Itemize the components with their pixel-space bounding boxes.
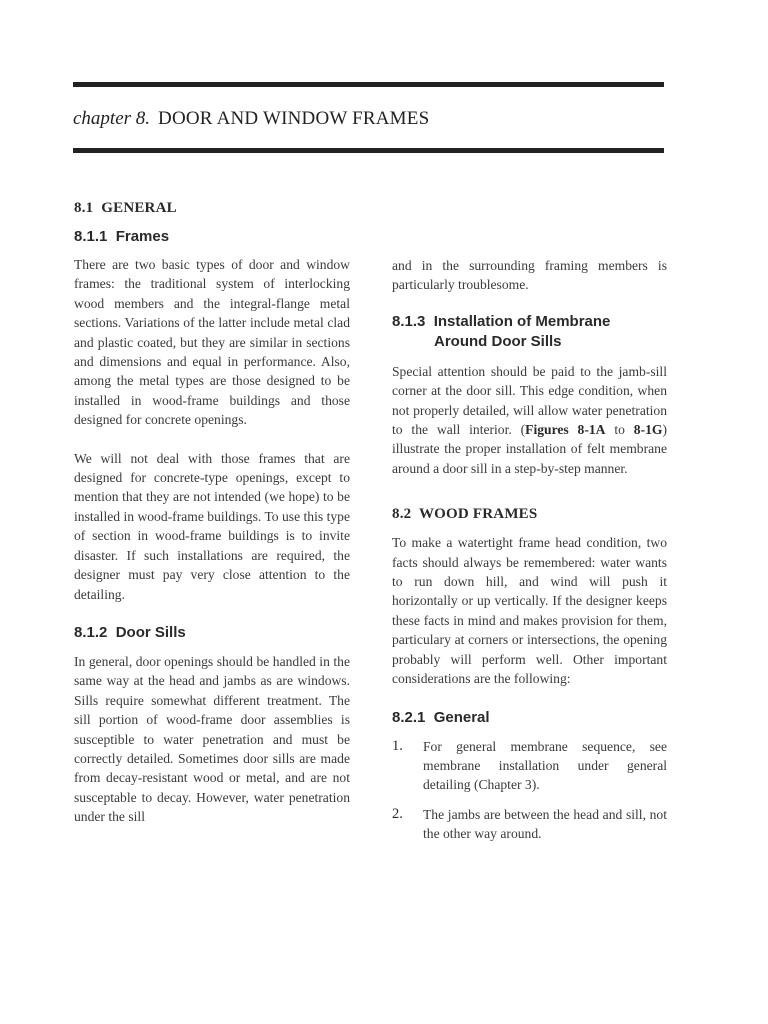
list-item-number: 2. (392, 805, 403, 822)
top-rule (73, 82, 664, 87)
membrane-paragraph (392, 362, 667, 478)
section-8-1-2-heading: 8.1.2 Door Sills (74, 623, 186, 641)
bottom-rule (73, 148, 664, 153)
figure-ref-8-1g: 8-1G (633, 422, 663, 438)
membrane-text-a: Special attention should be paid to the jamb-sill corner at the door sill. This edge condition, when not properly detailed, will allow water penetration to the wall interior. ( (392, 363, 667, 438)
section-8-1-1-heading: 8.1.1 Frames (74, 228, 170, 245)
section-8-2-1-heading: 8.2.1 General (392, 708, 490, 726)
figure-ref-8-1a: Figures 8-1A (525, 422, 606, 438)
frames-paragraph-1: There are two basic types of door and window frames: the traditional system of interlocking wood members and the integral-flange metal sections. Variations of the latter include metal clad and plastic coated, but they are similar in sections and dimensions and equal in performance. Also, among the metal types are those designed to be installed in wood-frame buildings and those designed for concrete openings. (74, 257, 350, 428)
list-item-number: 1. (392, 737, 403, 754)
list-item-text: For general membrane sequence, see membrane installation under general detailing (Chapter 3). (423, 738, 667, 793)
general-list (392, 737, 667, 844)
right-column (392, 256, 667, 844)
chapter-title: DOOR AND WINDOW FRAMES (158, 108, 430, 129)
section-8-1-heading: 8.1 GENERAL (74, 200, 177, 216)
left-column (74, 198, 350, 827)
list-item (392, 805, 667, 844)
chapter-heading (73, 108, 429, 130)
list-item (392, 737, 667, 795)
wood-frames-paragraph: To make a watertight frame head condition, two facts should always be remembered: water wants to run down hill, and wind will push it horizontally or up vertically. If the designer keeps these facts in mind and makes provision for them, particulary at corners or intersections, the opening probably will perform well. Other important considerations are the following: (392, 535, 667, 687)
door-sills-paragraph-continued: and in the surrounding framing members is particularly troublesome. (392, 258, 667, 293)
section-8-1-3-heading (392, 312, 667, 352)
membrane-text-to: to (605, 422, 634, 438)
frames-paragraph-2: We will not deal with those frames that are designed for concrete-type openings, except to mention that they are not intended (we hope) to be installed in wood-frame buildings. To use this type of section in wood-frame buildings is to invite disaster. If such installations are required, the designer must pay very close attention to the detailing. (74, 450, 350, 602)
door-sills-paragraph: In general, door openings should be handled in the same way at the head and jambs as are windows. Sills require somewhat different treatment. The sill portion of wood-frame door assemblies is susceptible to water penetration and must be correctly detailed. Sometimes door sills are made from decay-resistant wood or metal, and are not susceptable to decay. However, water penetration under the sill (74, 653, 350, 825)
membrane-text-b: ) illustrate the proper installation of felt membrane around a door sill in a step-by-step manner. (392, 422, 667, 476)
chapter-label: chapter 8. (73, 108, 151, 129)
section-8-2-heading: 8.2 WOOD FRAMES (392, 506, 538, 523)
list-item-text: The jambs are between the head and sill, not the other way around. (423, 806, 667, 842)
section-8-1-3-heading-text: 8.1.3 Installation of Membrane Around Door Sills (392, 312, 615, 350)
